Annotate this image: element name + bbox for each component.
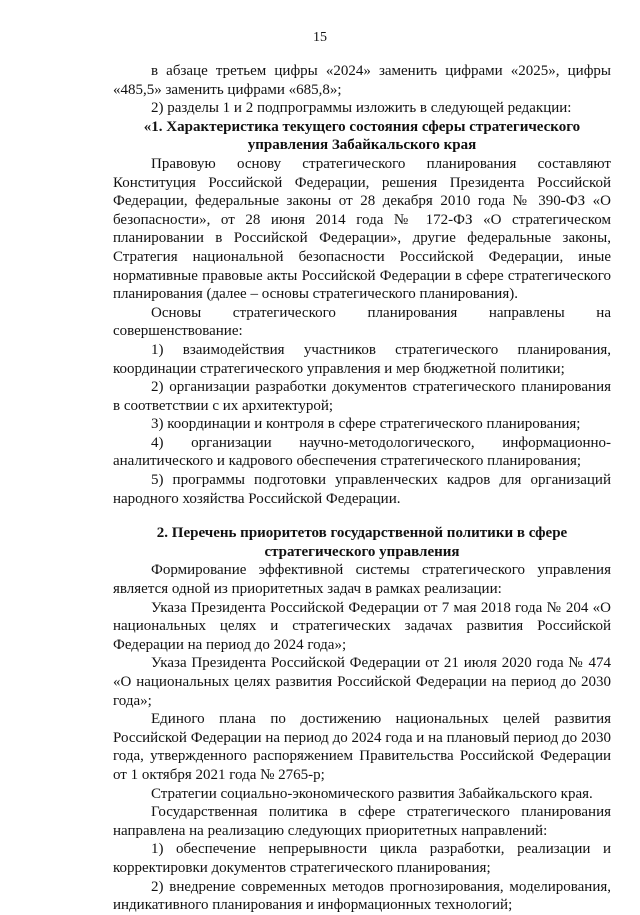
paragraph-decree-204: Указа Президента Российской Федерации от 7 мая 2018 года № 204 «О национальных целях и стратегических задачах развития Российской Федерации на период до 2024 года»; (113, 599, 611, 653)
paragraph-decree-474: Указа Президента Российской Федерации от 21 июля 2020 года № 474 «О национальных целях развития Российской Федерации на период до 2030 года»; (113, 655, 611, 709)
list-item-1: 1) взаимодействия участников стратегического планирования, координации стратегического управления и мер бюджетной политики; (113, 341, 611, 377)
paragraph-unified-plan: Единого плана по достижению национальных целей развития Российской Федерации на период до 2024 года и на плановый период до 2030 года, утвержденного распоряжением Правительства Российской Федерации от 1 октября 2021 года № 2765-р; (113, 711, 611, 783)
priority-item-1: 1) обеспечение непрерывности цикла разработки, реализации и корректировки документов стратегического планирования; (113, 841, 611, 876)
list-item-3: 3) координации и контроля в сфере стратегического планирования; (151, 416, 581, 433)
paragraph-amendment-sections: 2) разделы 1 и 2 подпрограммы изложить в следующей редакции: (151, 100, 572, 117)
paragraph-basics-directed: Основы стратегического планирования направлены на совершенствование: (113, 304, 611, 340)
paragraph-formation: Формирование эффективной системы стратегического управления является одной из приоритетных задач в рамках реализации: (113, 562, 611, 598)
paragraph-regional-strategy: Стратегии социально-экономического развития Забайкальского края. (151, 785, 593, 802)
paragraph-legal-basis: Правовую основу стратегического планирования составляют Конституция Российской Федерации, решения Президента Российской Федерации, федеральные законы от 28 декабря 2010 года № 390-ФЗ «О безопасности», от 28 июня 2014 года № 172-ФЗ «О стратегическом планировании в Российской Федерации», другие федеральные законы, Стратегия национальной безопасности Российской Федерации, иные нормативные правовые акты Российской Федерации в сфере стратегического планирования (далее – основы стратегического планирования). (113, 155, 611, 303)
priority-item-2: 2) внедрение современных методов прогнозирования, моделирования, индикативного планирования и информационных технологий; (113, 878, 611, 914)
section-spacer (113, 508, 611, 524)
list-item-2: 2) организации разработки документов стратегического планирования в соответствии с их архитектурой; (113, 379, 611, 414)
list-item-4: 4) организации научно-методологического, информационно-аналитического и кадрового обеспечения стратегического планирования; (113, 434, 611, 470)
list-item-5: 5) программы подготовки управленческих кадров для организаций народного хозяйства Российской Федерации. (113, 472, 611, 507)
document-body (113, 62, 611, 915)
section-heading-1: «1. Характеристика текущего состояния сферы стратегического управления Забайкальского края (143, 118, 581, 154)
section-heading-2: 2. Перечень приоритетов государственной политики в сфере стратегического управления (156, 525, 568, 560)
paragraph-amendment-digits: в абзаце третьем цифры «2024» заменить цифрами «2025», цифры «485,5» заменить цифрами «685,8»; (113, 63, 611, 98)
page-number: 15 (313, 30, 327, 45)
paragraph-state-policy: Государственная политика в сфере стратегического планирования направлена на реализацию следующих приоритетных направлений: (113, 804, 611, 839)
